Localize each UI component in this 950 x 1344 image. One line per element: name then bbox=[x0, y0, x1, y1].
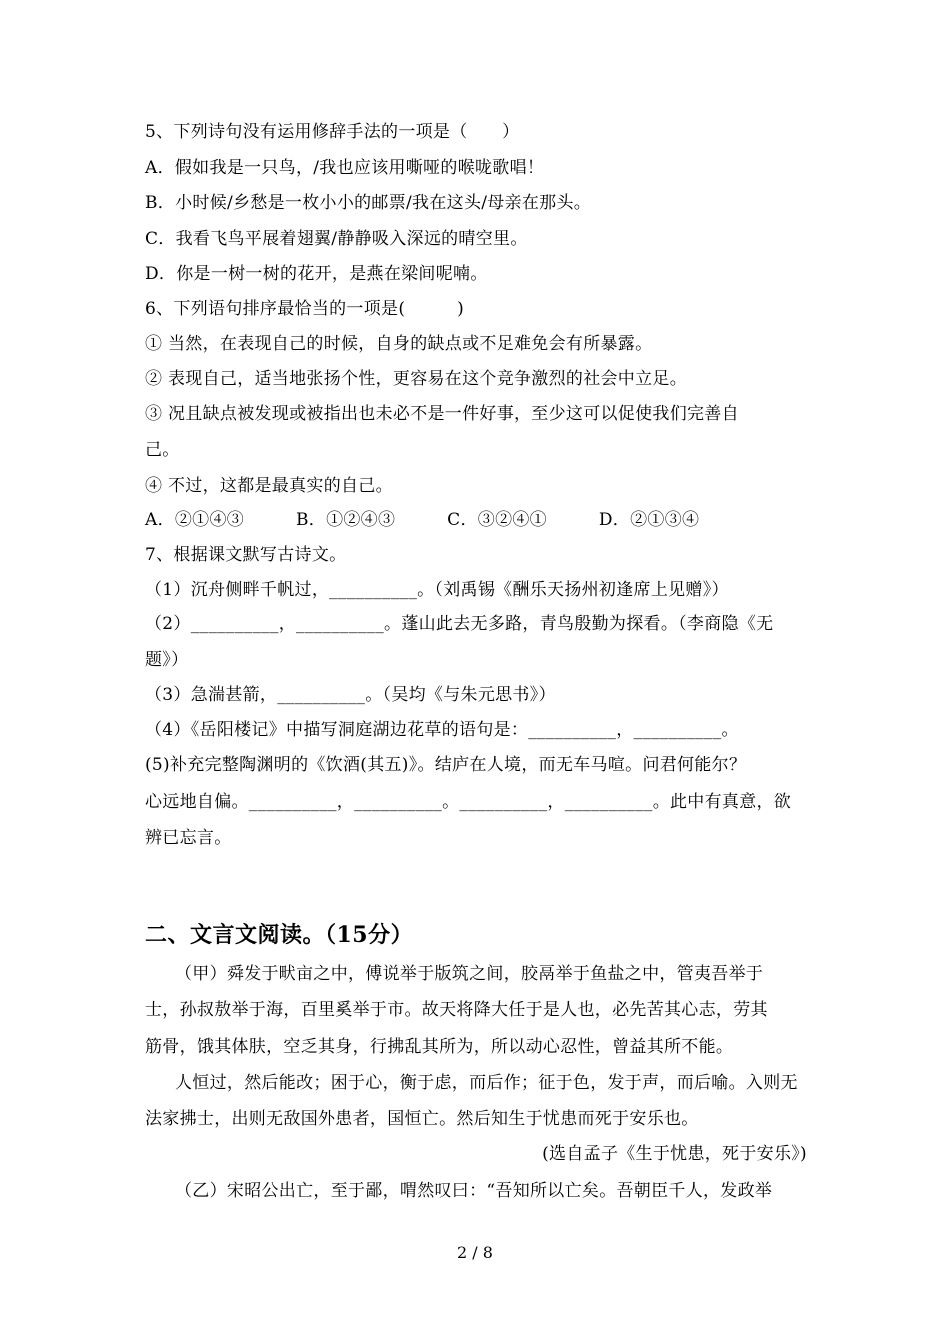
question-5-option-b: B．小时候/乡愁是一枚小小的邮票/我在这头/母亲在那头。 bbox=[145, 193, 592, 213]
question-7-part-5-line-1: (5)补充完整陶渊明的《饮酒(其五)》。结庐在人境，而无车马喧。问君何能尔？ bbox=[145, 755, 747, 775]
question-5-stem: 5、下列诗句没有运用修辞手法的一项是（ ） bbox=[145, 122, 520, 142]
question-6-options: A．②①④③ B．①②④③ C．③②④① D．②①③④ bbox=[145, 510, 700, 530]
question-6-sentence-4: ④ 不过，这都是最真实的自己。 bbox=[145, 476, 393, 496]
question-7-part-3: （3）急湍甚箭，__________。（吴均《与朱元思书》） bbox=[145, 685, 556, 705]
question-7-part-2-line-2: 题》） bbox=[145, 650, 189, 670]
question-7-part-5-line-2: 心远地自偏。__________，__________。__________，__________。此中有真意，欲 bbox=[145, 792, 792, 812]
question-6-sentence-3-line-2: 己。 bbox=[145, 440, 180, 460]
question-6-stem: 6、下列语句排序最恰当的一项是( ) bbox=[145, 299, 465, 319]
passage-jia-line-1: （甲）舜发于畎亩之中，傅说举于版筑之间，胶鬲举于鱼盐之中，管夷吾举于 bbox=[175, 964, 764, 984]
question-7-part-1: （1）沉舟侧畔千帆过，__________。（刘禹锡《酬乐天扬州初逢席上见赠》） bbox=[145, 580, 729, 600]
section-two-title: 二、文言文阅读。（15分） bbox=[145, 922, 414, 948]
passage-jia-line-4: 人恒过，然后能改；困于心，衡于虑，而后作；征于色，发于声，而后喻。入则无 bbox=[175, 1073, 798, 1093]
question-6-sentence-2: ② 表现自己，适当地张扬个性，更容易在这个竞争激烈的社会中立足。 bbox=[145, 369, 688, 389]
question-7-part-2-line-1: （2）__________，__________。蓬山此去无多路，青鸟殷勤为探看。（李商隐《无 bbox=[145, 614, 774, 634]
question-5-option-a: A．假如我是一只鸟，/我也应该用嘶哑的喉咙歌唱！ bbox=[145, 158, 545, 178]
passage-jia-line-5: 法家拂士，出则无敌国外患者，国恒亡。然后知生于忧患而死于安乐也。 bbox=[145, 1109, 699, 1129]
passage-jia-line-2: 士，孙叔敖举于海，百里奚举于市。故天将降大任于是人也，必先苦其心志，劳其 bbox=[145, 1000, 768, 1020]
question-6-sentence-3-line-1: ③ 况且缺点被发现或被指出也未必不是一件好事，至少这可以促使我们完善自 bbox=[145, 404, 739, 424]
question-7-stem: 7、根据课文默写古诗文。 bbox=[145, 545, 347, 565]
question-7-part-4: （4）《岳阳楼记》中描写洞庭湖边花草的语句是：__________，__________。 bbox=[145, 720, 739, 740]
passage-yi-line-1: （乙）宋昭公出亡，至于鄙，喟然叹曰：“吾知所以亡矣。吾朝臣千人，发政举 bbox=[175, 1181, 773, 1201]
question-7-part-5-line-3: 辨已忘言。 bbox=[145, 828, 232, 848]
passage-source: (选自孟子《生于忧患，死于安乐》) bbox=[542, 1144, 807, 1164]
question-6-sentence-1: ① 当然，在表现自己的时候，自身的缺点或不足难免会有所暴露。 bbox=[145, 334, 653, 354]
page-number: 2 / 8 bbox=[457, 1243, 493, 1262]
question-5-option-c: C．我看飞鸟平展着翅翼/静静吸入深远的晴空里。 bbox=[145, 229, 528, 249]
passage-jia-line-3: 筋骨，饿其体肤，空乏其身，行拂乱其所为，所以动心忍性，曾益其所不能。 bbox=[145, 1037, 734, 1057]
question-5-option-d: D．你是一树一树的花开，是燕在梁间呢喃。 bbox=[145, 264, 488, 284]
